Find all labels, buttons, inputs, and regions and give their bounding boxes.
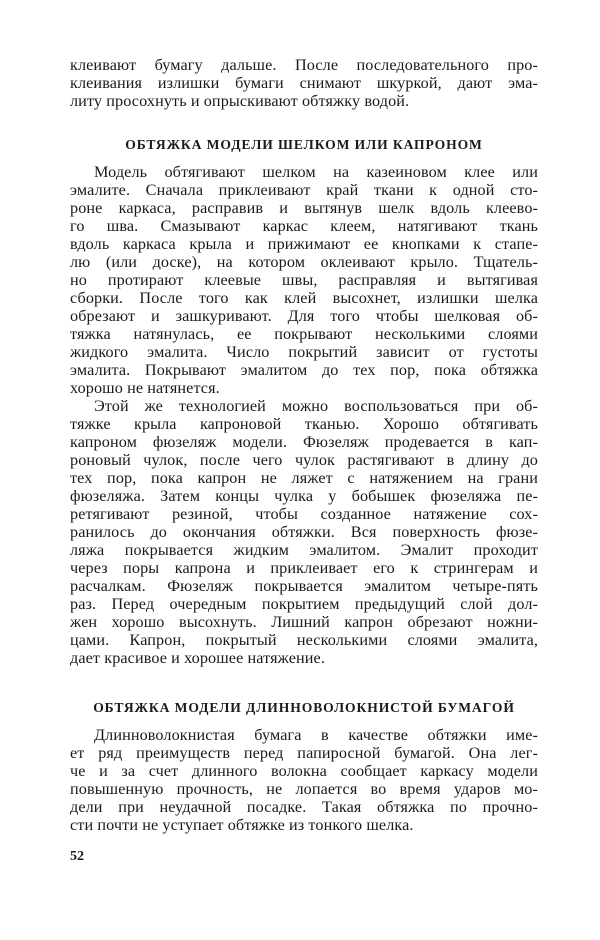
text-line: роновый чулок, после чего чулок растягивают в длину до bbox=[70, 451, 538, 469]
text-line: че и за счет длинного волокна сообщает каркасу модели bbox=[70, 762, 538, 780]
text-line: дели при неудачной посадке. Такая обтяжка по прочно- bbox=[70, 798, 538, 816]
page-number: 52 bbox=[70, 849, 84, 864]
section2-paragraph1 bbox=[70, 726, 538, 834]
text-line: раз. Перед очередным покрытием предыдущий слой дол- bbox=[70, 595, 538, 613]
text-line: дает красивое и хорошее натяжение. bbox=[70, 649, 325, 667]
text-line: эмалите. Сначала приклеивают край ткани к одной сто- bbox=[70, 181, 538, 199]
text-line: клеивания излишки бумаги снимают шкуркой, дают эма- bbox=[70, 74, 538, 92]
intro-paragraph bbox=[70, 56, 538, 110]
text-line: но протирают клеевые швы, расправляя и вытягивая bbox=[70, 271, 538, 289]
text-line: Этой же технологией можно воспользоваться при об- bbox=[94, 397, 538, 415]
text-line: Модель обтягивают шелком на казеиновом клее или bbox=[94, 163, 538, 181]
section1-paragraph1 bbox=[70, 163, 538, 397]
text-line: ранилось до окончания обтяжки. Вся поверхность фюзе- bbox=[70, 523, 538, 541]
text-line: роне каркаса, расправив и вытянув шелк вдоль клеево- bbox=[70, 199, 538, 217]
text-line: литу просохнуть и опрыскивают обтяжку водой. bbox=[70, 92, 410, 110]
text-line: Длинноволокнистая бумага в качестве обтяжки име- bbox=[94, 726, 538, 744]
text-line: через поры капрона и приклеивает его к стрингерам и bbox=[70, 559, 538, 577]
text-line: жен хорошо высохнуть. Лишний капрон обрезают ножни- bbox=[70, 613, 538, 631]
text-line: клеивают бумагу дальше. После последовательного про- bbox=[70, 56, 538, 74]
text-line: го шва. Смазывают каркас клеем, натягивают ткань bbox=[70, 217, 538, 235]
text-line: тех пор, пока капрон не ляжет с натяжением на грани bbox=[70, 469, 538, 487]
text-line: ляжа покрывается жидким эмалитом. Эмалит проходит bbox=[70, 541, 538, 559]
text-line: эмалита. Покрывают эмалитом до тех пор, пока обтяжка bbox=[70, 361, 538, 379]
text-line: фюзеляжа. Затем концы чулка у бобышек фюзеляжа пе- bbox=[70, 487, 538, 505]
text-line: расчалкам. Фюзеляж покрывается эмалитом четыре-пять bbox=[70, 577, 538, 595]
text-line: сборки. После того как клей высохнет, излишки шелка bbox=[70, 289, 538, 307]
text-line: лю (или доске), на котором оклеивают крыло. Тщатель- bbox=[70, 253, 538, 271]
section-heading-long-fiber-paper: ОБТЯЖКА МОДЕЛИ ДЛИННОВОЛОКНИСТОЙ БУМАГОЙ bbox=[93, 700, 515, 715]
text-line: обрезают и зашкуривают. Для того чтобы шелковая об- bbox=[70, 307, 538, 325]
text-line: повышенную прочность, не лопается во время ударов мо- bbox=[70, 780, 538, 798]
page-body bbox=[70, 56, 538, 834]
section-heading-silk-nylon: ОБТЯЖКА МОДЕЛИ ШЕЛКОМ ИЛИ КАПРОНОМ bbox=[125, 137, 483, 152]
text-line: вдоль каркаса крыла и прижимают ее кнопками к стапе- bbox=[70, 235, 538, 253]
text-line: тяжке крыла капроновой тканью. Хорошо обтягивать bbox=[70, 415, 538, 433]
text-line: ретягивают резиной, чтобы созданное натяжение сох- bbox=[70, 505, 538, 523]
text-line: жидкого эмалита. Число покрытий зависит от густоты bbox=[70, 343, 538, 361]
text-line: хорошо не натянется. bbox=[70, 379, 220, 397]
section1-paragraph2 bbox=[70, 397, 538, 667]
text-line: капроном фюзеляж модели. Фюзеляж продевается в кап- bbox=[70, 433, 538, 451]
text-line: тяжка натянулась, ее покрывают несколькими слоями bbox=[70, 325, 538, 343]
text-line: сти почти не уступает обтяжке из тонкого шелка. bbox=[70, 816, 414, 834]
text-line: ет ряд преимуществ перед папиросной бумагой. Она лег- bbox=[70, 744, 538, 762]
text-line: цами. Капрон, покрытый несколькими слоями эмалита, bbox=[70, 631, 538, 649]
